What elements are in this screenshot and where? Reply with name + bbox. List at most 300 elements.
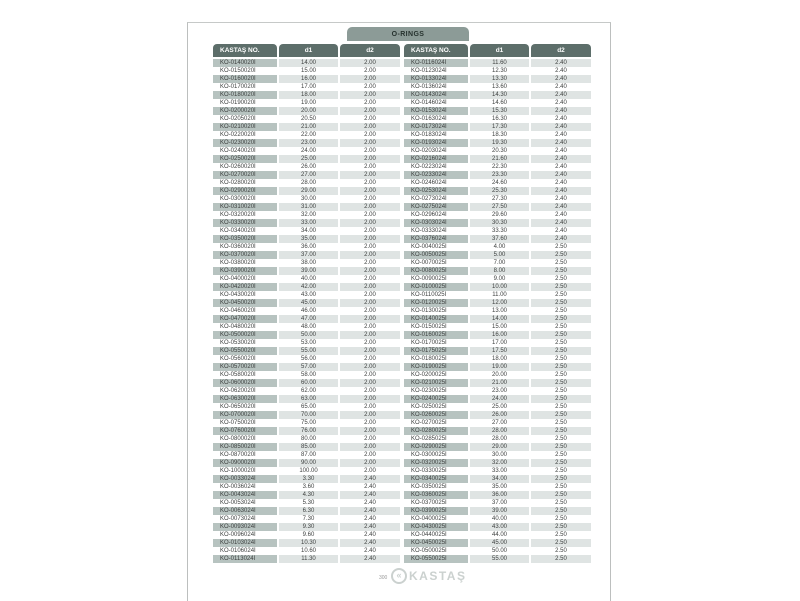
table-row bbox=[404, 515, 591, 523]
part-no-cell: KO-0320020İ bbox=[220, 212, 256, 218]
part-no-cell: KO-0040025İ bbox=[411, 244, 447, 250]
page-number: 300 bbox=[379, 575, 388, 581]
table-row bbox=[213, 459, 400, 467]
d2-cell: 2.40 bbox=[364, 500, 376, 506]
d2-cell: 2.40 bbox=[555, 68, 567, 74]
d1-cell: 17.30 bbox=[470, 123, 529, 131]
d2-cell: 2.40 bbox=[531, 203, 591, 211]
d1-cell: 55.00 bbox=[279, 347, 338, 355]
table-row bbox=[213, 291, 400, 299]
d1-cell: 32.00 bbox=[300, 212, 316, 218]
table-row bbox=[404, 227, 591, 235]
part-no-cell: KO-0800020İ bbox=[220, 436, 256, 442]
d1-cell: 85.00 bbox=[279, 443, 338, 451]
part-no-cell: KO-0143024İ bbox=[404, 91, 468, 99]
table-row bbox=[213, 323, 400, 331]
d1-cell: 47.00 bbox=[279, 315, 338, 323]
part-no-cell: KO-0140020İ bbox=[213, 59, 277, 67]
d1-cell: 27.00 bbox=[491, 420, 507, 426]
d2-cell: 2.00 bbox=[340, 283, 400, 291]
d1-cell: 55.00 bbox=[470, 555, 529, 563]
table-row bbox=[404, 251, 591, 259]
d1-cell: 48.00 bbox=[300, 324, 316, 330]
table-row bbox=[404, 427, 591, 435]
part-no-cell: KO-0380020İ bbox=[220, 260, 256, 266]
part-no-cell: KO-0560020İ bbox=[220, 356, 256, 362]
d2-cell: 2.40 bbox=[531, 235, 591, 243]
table-row bbox=[404, 147, 591, 155]
table-row bbox=[404, 267, 591, 275]
d2-cell: 2.00 bbox=[364, 132, 376, 138]
table-row bbox=[404, 83, 591, 91]
d1-cell: 30.00 bbox=[491, 452, 507, 458]
d2-cell: 2.00 bbox=[340, 75, 400, 83]
d1-cell: 23.00 bbox=[491, 388, 507, 394]
d1-cell: 11.30 bbox=[279, 555, 338, 563]
part-no-cell: KO-0296024İ bbox=[411, 212, 447, 218]
d1-cell: 70.00 bbox=[279, 411, 338, 419]
part-no-cell: KO-0103024İ bbox=[213, 539, 277, 547]
table-row bbox=[404, 419, 591, 427]
part-no-cell: KO-0146024İ bbox=[411, 100, 447, 106]
d2-cell: 2.00 bbox=[340, 459, 400, 467]
d2-cell: 2.00 bbox=[364, 388, 376, 394]
part-no-cell: KO-0480020İ bbox=[220, 324, 256, 330]
d2-cell: 2.40 bbox=[555, 84, 567, 90]
d1-cell: 11.60 bbox=[470, 59, 529, 67]
d2-cell: 2.50 bbox=[555, 468, 567, 474]
part-no-cell: KO-0205020İ bbox=[220, 116, 256, 122]
d1-cell: 30.00 bbox=[300, 196, 316, 202]
d2-cell: 2.00 bbox=[364, 228, 376, 234]
part-no-cell: KO-0550020İ bbox=[213, 347, 277, 355]
d2-cell: 2.40 bbox=[340, 555, 400, 563]
d2-cell: 2.00 bbox=[364, 292, 376, 298]
part-no-cell: KO-0290025İ bbox=[404, 443, 468, 451]
d1-cell: 39.00 bbox=[279, 267, 338, 275]
d1-cell: 34.00 bbox=[300, 228, 316, 234]
table-row bbox=[404, 539, 591, 547]
d1-cell: 25.00 bbox=[491, 404, 507, 410]
d1-cell: 9.00 bbox=[493, 276, 506, 282]
table-row bbox=[404, 339, 591, 347]
page-footer bbox=[0, 568, 800, 590]
table-row bbox=[213, 115, 400, 123]
part-no-cell: KO-0050025İ bbox=[404, 251, 468, 259]
table-row bbox=[404, 291, 591, 299]
part-no-cell: KO-0180025İ bbox=[411, 356, 447, 362]
table-row bbox=[213, 131, 400, 139]
d1-cell: 36.00 bbox=[470, 491, 529, 499]
d2-cell: 2.40 bbox=[555, 228, 567, 234]
d2-cell: 2.50 bbox=[555, 260, 567, 266]
part-no-cell: KO-0116024İ bbox=[404, 59, 468, 67]
part-no-cell: KO-0106024İ bbox=[220, 548, 256, 554]
part-no-cell: KO-0750020İ bbox=[220, 420, 256, 426]
d2-cell: 2.00 bbox=[340, 411, 400, 419]
d1-cell: 4.00 bbox=[493, 244, 506, 250]
d2-cell: 2.50 bbox=[555, 356, 567, 362]
table-row bbox=[404, 235, 591, 243]
d1-cell: 35.00 bbox=[279, 235, 338, 243]
d2-cell: 2.50 bbox=[531, 379, 591, 387]
d1-cell: 40.00 bbox=[300, 276, 316, 282]
table-row bbox=[213, 211, 400, 219]
table-row bbox=[213, 475, 400, 483]
table-row bbox=[213, 411, 400, 419]
table-row bbox=[404, 387, 591, 395]
d2-cell: 2.50 bbox=[555, 404, 567, 410]
d2-cell: 2.50 bbox=[555, 484, 567, 490]
d1-cell: 76.00 bbox=[279, 427, 338, 435]
d2-cell: 2.00 bbox=[340, 299, 400, 307]
kastas-logo-icon: « bbox=[391, 568, 407, 584]
d2-cell: 2.40 bbox=[531, 139, 591, 147]
part-no-cell: KO-0430020İ bbox=[220, 292, 256, 298]
d1-cell: 23.30 bbox=[470, 171, 529, 179]
d1-cell: 45.00 bbox=[470, 539, 529, 547]
d2-cell: 2.00 bbox=[364, 148, 376, 154]
part-no-cell: KO-0230020İ bbox=[213, 139, 277, 147]
table-row bbox=[213, 347, 400, 355]
orings-table-left bbox=[213, 44, 400, 563]
table-row bbox=[213, 539, 400, 547]
table-row bbox=[404, 443, 591, 451]
part-no-cell: KO-0210025İ bbox=[404, 379, 468, 387]
table-row bbox=[404, 483, 591, 491]
table-row bbox=[404, 531, 591, 539]
part-no-cell: KO-0460020İ bbox=[220, 308, 256, 314]
d2-cell: 2.00 bbox=[364, 164, 376, 170]
table-row bbox=[404, 171, 591, 179]
table-row bbox=[404, 347, 591, 355]
table-row bbox=[213, 67, 400, 75]
d1-cell: 25.00 bbox=[279, 155, 338, 163]
d1-cell: 57.00 bbox=[279, 363, 338, 371]
part-no-cell: KO-0270025İ bbox=[411, 420, 447, 426]
d1-cell: 16.00 bbox=[470, 331, 529, 339]
d2-cell: 2.00 bbox=[340, 395, 400, 403]
d1-cell: 45.00 bbox=[279, 299, 338, 307]
d2-cell: 2.00 bbox=[364, 100, 376, 106]
part-no-cell: KO-0280020İ bbox=[220, 180, 256, 186]
d1-cell: 50.00 bbox=[491, 548, 507, 554]
part-no-cell: KO-0600020İ bbox=[213, 379, 277, 387]
table-row bbox=[404, 403, 591, 411]
table-row bbox=[404, 499, 591, 507]
d2-cell: 2.50 bbox=[531, 555, 591, 563]
d2-cell: 2.40 bbox=[364, 516, 376, 522]
part-no-cell: KO-0390020İ bbox=[213, 267, 277, 275]
table-row bbox=[213, 299, 400, 307]
d1-cell: 8.00 bbox=[470, 267, 529, 275]
d2-cell: 2.40 bbox=[364, 548, 376, 554]
part-no-cell: KO-0036024İ bbox=[220, 484, 256, 490]
d2-cell: 2.50 bbox=[555, 324, 567, 330]
kastas-logo bbox=[391, 568, 466, 584]
table-row bbox=[404, 115, 591, 123]
d1-cell: 50.00 bbox=[279, 331, 338, 339]
d1-cell: 90.00 bbox=[279, 459, 338, 467]
d1-cell: 58.00 bbox=[300, 372, 316, 378]
table-row bbox=[404, 331, 591, 339]
d1-cell: 37.60 bbox=[470, 235, 529, 243]
table-row bbox=[213, 403, 400, 411]
d1-cell: 33.00 bbox=[279, 219, 338, 227]
d1-cell: 18.00 bbox=[279, 91, 338, 99]
d1-cell: 20.00 bbox=[491, 372, 507, 378]
d1-cell: 21.00 bbox=[279, 123, 338, 131]
part-no-cell: KO-0063024İ bbox=[213, 507, 277, 515]
table-row bbox=[404, 411, 591, 419]
d1-cell: 4.30 bbox=[279, 491, 338, 499]
d1-cell: 39.00 bbox=[470, 507, 529, 515]
col-header-d1: d1 bbox=[470, 44, 529, 57]
table-row bbox=[404, 67, 591, 75]
table-row bbox=[213, 203, 400, 211]
d1-cell: 7.30 bbox=[302, 516, 315, 522]
d2-cell: 2.00 bbox=[340, 251, 400, 259]
d2-cell: 2.40 bbox=[531, 59, 591, 67]
d2-cell: 2.40 bbox=[531, 187, 591, 195]
d1-cell: 22.30 bbox=[491, 164, 507, 170]
d1-cell: 28.00 bbox=[470, 427, 529, 435]
table-row bbox=[404, 99, 591, 107]
d1-cell: 100.00 bbox=[299, 468, 318, 474]
table-row bbox=[213, 283, 400, 291]
d1-cell: 36.00 bbox=[300, 244, 316, 250]
part-no-cell: KO-0200025İ bbox=[411, 372, 447, 378]
d1-cell: 80.00 bbox=[300, 436, 316, 442]
d2-cell: 2.40 bbox=[531, 75, 591, 83]
d1-cell: 29.60 bbox=[491, 212, 507, 218]
d2-cell: 2.50 bbox=[555, 532, 567, 538]
part-no-cell: KO-0203024İ bbox=[411, 148, 447, 154]
table-row bbox=[404, 59, 591, 67]
d2-cell: 2.50 bbox=[531, 507, 591, 515]
d2-cell: 2.50 bbox=[531, 395, 591, 403]
table-row bbox=[404, 459, 591, 467]
d2-cell: 2.40 bbox=[340, 491, 400, 499]
part-no-cell: KO-0330020İ bbox=[213, 219, 277, 227]
d2-cell: 2.50 bbox=[531, 459, 591, 467]
d1-cell: 29.00 bbox=[279, 187, 338, 195]
d2-cell: 2.00 bbox=[340, 267, 400, 275]
d2-cell: 2.40 bbox=[340, 539, 400, 547]
d1-cell: 46.00 bbox=[300, 308, 316, 314]
table-row bbox=[213, 59, 400, 67]
part-no-cell: KO-0500020İ bbox=[213, 331, 277, 339]
d1-cell: 11.00 bbox=[492, 292, 507, 298]
part-no-cell: KO-0043024İ bbox=[213, 491, 277, 499]
table-row bbox=[213, 107, 400, 115]
d1-cell: 17.00 bbox=[300, 84, 316, 90]
part-no-cell: KO-0260020İ bbox=[220, 164, 256, 170]
d1-cell: 26.00 bbox=[470, 411, 529, 419]
part-no-cell: KO-0190025İ bbox=[404, 363, 468, 371]
d1-cell: 22.00 bbox=[300, 132, 316, 138]
part-no-cell: KO-0110025İ bbox=[411, 292, 447, 298]
table-row bbox=[213, 187, 400, 195]
d2-cell: 2.40 bbox=[340, 523, 400, 531]
d1-cell: 14.00 bbox=[470, 315, 529, 323]
part-no-cell: KO-0113024İ bbox=[213, 555, 277, 563]
d2-cell: 2.50 bbox=[531, 315, 591, 323]
d2-cell: 2.00 bbox=[340, 219, 400, 227]
table-row bbox=[213, 267, 400, 275]
d1-cell: 19.00 bbox=[470, 363, 529, 371]
part-no-cell: KO-0150025İ bbox=[411, 324, 447, 330]
d1-cell: 10.30 bbox=[279, 539, 338, 547]
d2-cell: 2.00 bbox=[364, 212, 376, 218]
d2-cell: 2.50 bbox=[531, 475, 591, 483]
table-row bbox=[404, 203, 591, 211]
part-no-cell: KO-0123024İ bbox=[411, 68, 447, 74]
d2-cell: 2.00 bbox=[364, 468, 376, 474]
part-no-cell: KO-0700020İ bbox=[213, 411, 277, 419]
d2-cell: 2.00 bbox=[340, 315, 400, 323]
table-row bbox=[404, 243, 591, 251]
part-no-cell: KO-0900020İ bbox=[213, 459, 277, 467]
d2-cell: 2.50 bbox=[555, 340, 567, 346]
d2-cell: 2.00 bbox=[340, 187, 400, 195]
table-row bbox=[404, 75, 591, 83]
d2-cell: 2.40 bbox=[531, 91, 591, 99]
d2-cell: 2.00 bbox=[364, 116, 376, 122]
table-row bbox=[213, 523, 400, 531]
col-header-d2: d2 bbox=[531, 44, 591, 57]
part-no-cell: KO-0530020İ bbox=[220, 340, 256, 346]
d2-cell: 2.00 bbox=[340, 363, 400, 371]
part-no-cell: KO-0096024İ bbox=[220, 532, 256, 538]
part-no-cell: KO-0870020İ bbox=[220, 452, 256, 458]
part-no-cell: KO-0136024İ bbox=[411, 84, 447, 90]
part-no-cell: KO-0153024İ bbox=[404, 107, 468, 115]
d2-cell: 2.00 bbox=[340, 331, 400, 339]
d2-cell: 2.00 bbox=[340, 155, 400, 163]
part-no-cell: KO-0230025İ bbox=[411, 388, 447, 394]
part-no-cell: KO-0330025İ bbox=[411, 468, 447, 474]
d1-cell: 21.00 bbox=[470, 379, 529, 387]
d2-cell: 2.50 bbox=[555, 276, 567, 282]
d1-cell: 3.60 bbox=[302, 484, 315, 490]
d1-cell: 10.00 bbox=[470, 283, 529, 291]
d2-cell: 2.00 bbox=[364, 196, 376, 202]
col-header-d1: d1 bbox=[279, 44, 338, 57]
part-no-cell: KO-0183024İ bbox=[411, 132, 447, 138]
d1-cell: 17.50 bbox=[470, 347, 529, 355]
table-row bbox=[404, 491, 591, 499]
d2-cell: 2.50 bbox=[531, 331, 591, 339]
table-row bbox=[213, 363, 400, 371]
d1-cell: 19.30 bbox=[470, 139, 529, 147]
table-row bbox=[404, 435, 591, 443]
table-row bbox=[213, 339, 400, 347]
d1-cell: 20.50 bbox=[300, 116, 316, 122]
d2-cell: 2.40 bbox=[555, 100, 567, 106]
table-row bbox=[213, 547, 400, 555]
d1-cell: 40.00 bbox=[491, 516, 507, 522]
part-no-cell: KO-0240025İ bbox=[404, 395, 468, 403]
part-no-cell: KO-0210020İ bbox=[213, 123, 277, 131]
d1-cell: 30.30 bbox=[470, 219, 529, 227]
table-row bbox=[404, 195, 591, 203]
kastas-logo-text: KASTAŞ bbox=[409, 569, 467, 583]
part-no-cell: KO-0470020İ bbox=[213, 315, 277, 323]
d2-cell: 2.00 bbox=[364, 260, 376, 266]
part-no-cell: KO-0430025İ bbox=[404, 523, 468, 531]
part-no-cell: KO-0175025İ bbox=[404, 347, 468, 355]
d2-cell: 2.00 bbox=[364, 404, 376, 410]
table-row bbox=[404, 323, 591, 331]
d1-cell: 13.00 bbox=[491, 308, 507, 314]
part-no-cell: KO-0333024İ bbox=[411, 228, 447, 234]
d1-cell: 63.00 bbox=[279, 395, 338, 403]
part-no-cell: KO-0190020İ bbox=[220, 100, 256, 106]
table-row bbox=[404, 547, 591, 555]
part-no-cell: KO-0253024İ bbox=[404, 187, 468, 195]
d1-cell: 16.00 bbox=[279, 75, 338, 83]
part-no-cell: KO-0310020İ bbox=[213, 203, 277, 211]
d2-cell: 2.40 bbox=[555, 212, 567, 218]
d1-cell: 33.00 bbox=[491, 468, 507, 474]
table-row bbox=[213, 123, 400, 131]
col-header-kastas-no: KASTAŞ NO. bbox=[404, 44, 468, 57]
table-row bbox=[213, 467, 400, 475]
part-no-cell: KO-0450020İ bbox=[213, 299, 277, 307]
d1-cell: 15.00 bbox=[300, 68, 316, 74]
table-row bbox=[213, 171, 400, 179]
d1-cell: 7.00 bbox=[493, 260, 506, 266]
table-row bbox=[213, 243, 400, 251]
d1-cell: 26.00 bbox=[300, 164, 316, 170]
d2-cell: 2.50 bbox=[555, 436, 567, 442]
part-no-cell: KO-0133024İ bbox=[404, 75, 468, 83]
table-row bbox=[213, 419, 400, 427]
d1-cell: 27.50 bbox=[470, 203, 529, 211]
d2-cell: 2.50 bbox=[531, 411, 591, 419]
d1-cell: 18.30 bbox=[491, 132, 507, 138]
d1-cell: 44.00 bbox=[491, 532, 507, 538]
table-row bbox=[404, 155, 591, 163]
table-row bbox=[213, 443, 400, 451]
d2-cell: 2.50 bbox=[531, 539, 591, 547]
part-no-cell: KO-0173024İ bbox=[404, 123, 468, 131]
part-no-cell: KO-0500025İ bbox=[411, 548, 447, 554]
table-row bbox=[213, 251, 400, 259]
d1-cell: 43.00 bbox=[300, 292, 316, 298]
d2-cell: 2.40 bbox=[340, 475, 400, 483]
part-no-cell: KO-0290020İ bbox=[213, 187, 277, 195]
part-no-cell: KO-1000020İ bbox=[220, 468, 256, 474]
part-no-cell: KO-0216024İ bbox=[404, 155, 468, 163]
part-no-cell: KO-0250020İ bbox=[213, 155, 277, 163]
d2-cell: 2.40 bbox=[555, 132, 567, 138]
part-no-cell: KO-0093024İ bbox=[213, 523, 277, 531]
part-no-cell: KO-0360025İ bbox=[404, 491, 468, 499]
part-no-cell: KO-0073024İ bbox=[220, 516, 256, 522]
d2-cell: 2.40 bbox=[340, 507, 400, 515]
d1-cell: 12.00 bbox=[470, 299, 529, 307]
d2-cell: 2.00 bbox=[364, 340, 376, 346]
part-no-cell: KO-0240020İ bbox=[220, 148, 256, 154]
d2-cell: 2.00 bbox=[340, 379, 400, 387]
d1-cell: 65.00 bbox=[300, 404, 316, 410]
part-no-cell: KO-0340020İ bbox=[220, 228, 256, 234]
col-header-d2: d2 bbox=[340, 44, 400, 57]
part-no-cell: KO-0100025İ bbox=[404, 283, 468, 291]
d1-cell: 13.30 bbox=[470, 75, 529, 83]
